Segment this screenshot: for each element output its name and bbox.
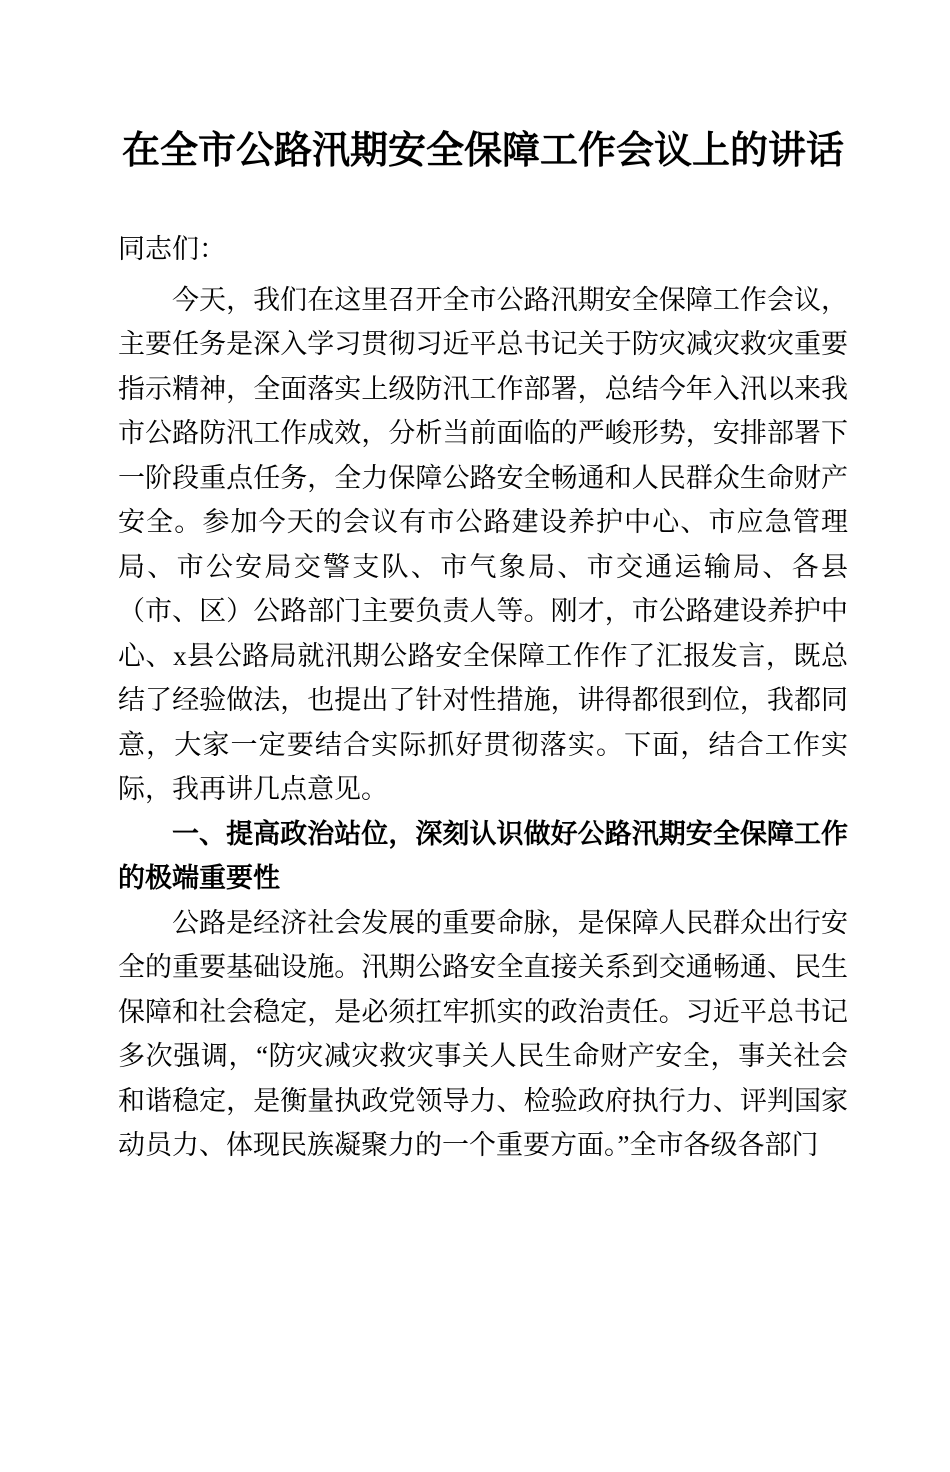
- paragraph-section-1-body: 公路是经济社会发展的重要命脉，是保障人民群众出行安全的重要基础设施。汛期公路安全直接关系到交通畅通、民生保障和社会稳定，是必须扛牢抓实的政治责任。习近平总书记多次强调，“防灾减灾救灾事关人民生命财产安全，事关社会和谐稳定，是衡量执政党领导力、检验政府执行力、评判国家动员力、体现民族凝聚力的一个重要方面。”全市各级各部门: [118, 907, 848, 1160]
- salutation: 同志们：: [118, 234, 226, 264]
- document-page: [0, 128, 950, 1472]
- document-title: 在全市公路汛期安全保障工作会议上的讲话: [121, 130, 844, 172]
- paragraph-opening: 今天，我们在这里召开全市公路汛期安全保障工作会议，主要任务是深入学习贯彻习近平总书记关于防灾减灾救灾重要指示精神，全面落实上级防汛工作部署，总结今年入汛以来我市公路防汛工作成效，分析当前面临的严峻形势，安排部署下一阶段重点任务，全力保障公路安全畅通和人民群众生命财产安全。参加今天的会议有市公路建设养护中心、市应急管理局、市公安局交警支队、市气象局、市交通运输局、各县（市、区）公路部门主要负责人等。刚才，市公路建设养护中心、x县公路局就汛期公路安全保障工作作了汇报发言，既总结了经验做法，也提出了针对性措施，讲得都很到位，我都同意，大家一定要结合实际抓好贯彻落实。下面，结合工作实际，我再讲几点意见。: [118, 284, 848, 804]
- section-heading-1: 一、提高政治站位，深刻认识做好公路汛期安全保障工作的极端重要性: [118, 818, 848, 893]
